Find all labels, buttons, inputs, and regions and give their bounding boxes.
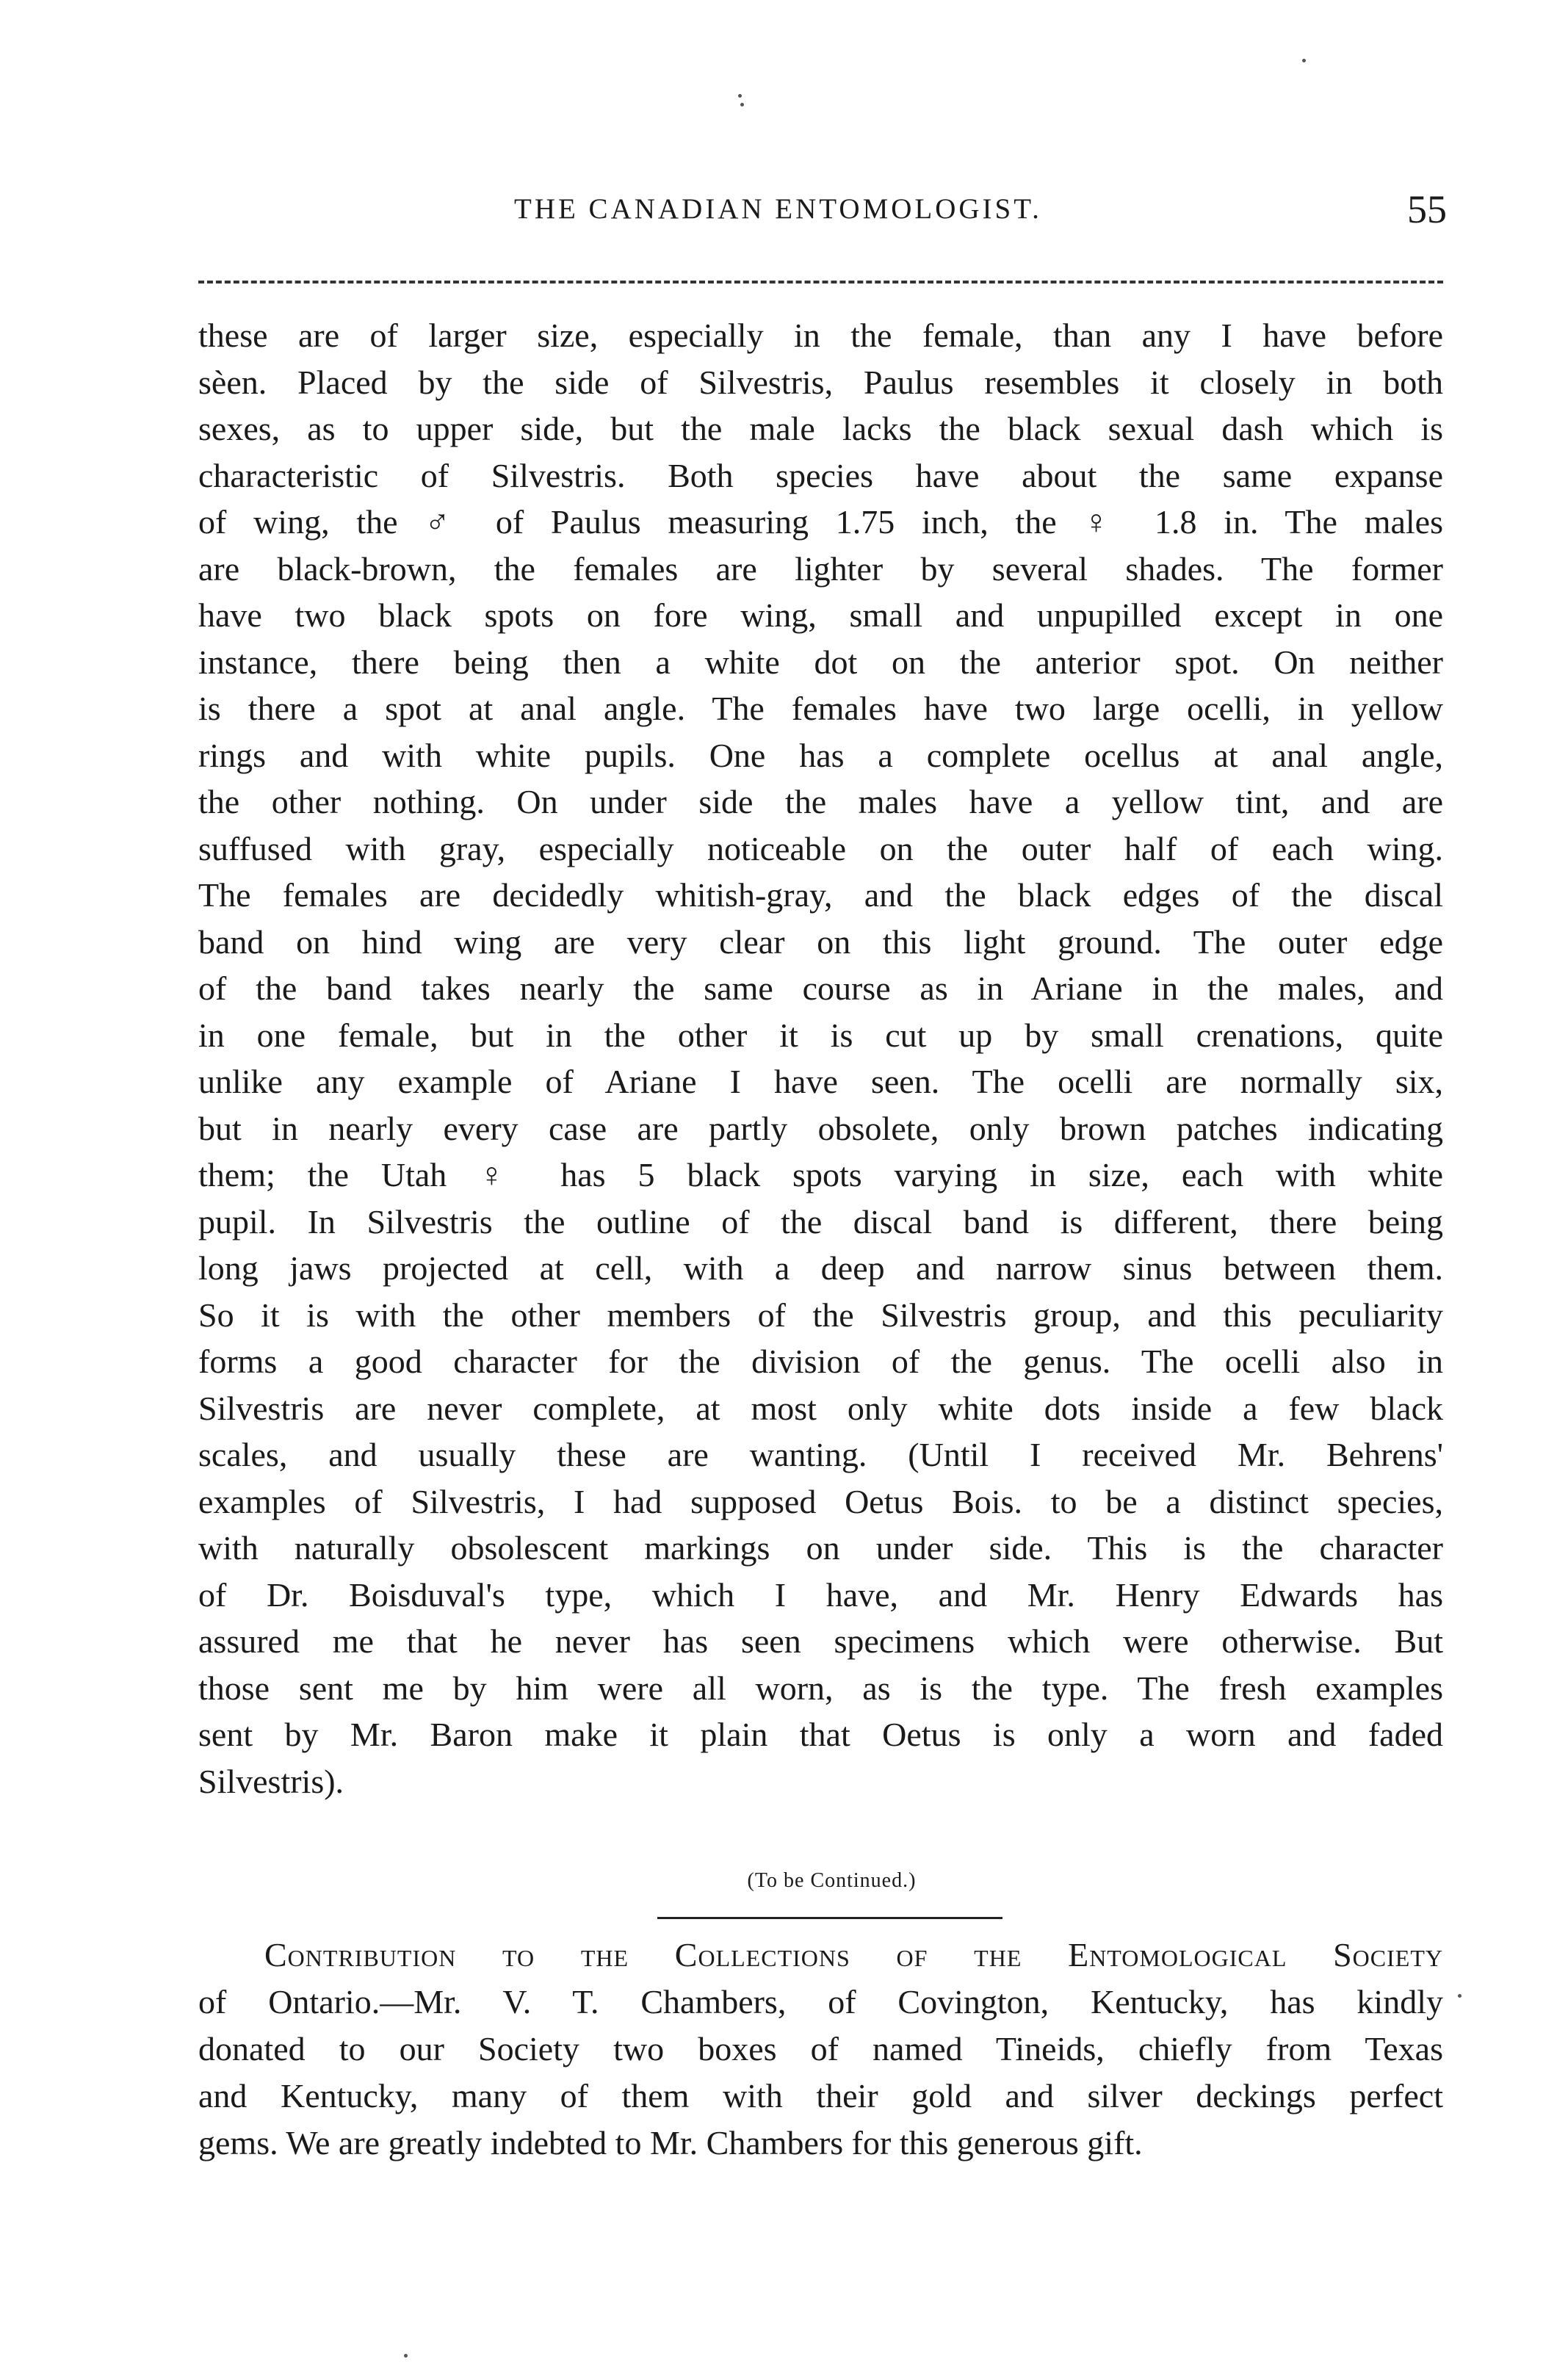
contribution-line: donated to our Society two boxes of named Tineids, chiefly from Texas (198, 2030, 1443, 2067)
body-line: rings and with white pupils. One has a complete ocellus at anal angle, (198, 736, 1443, 774)
header-rule (198, 281, 1443, 283)
body-line: of the band takes nearly the same course as in Ariane in the males, and (198, 969, 1443, 1007)
print-speck (1302, 59, 1306, 62)
continued-note (0, 1869, 1568, 1893)
contribution-line (198, 1932, 1443, 1979)
body-line: sèen. Placed by the side of Silvestris, Paulus resembles it closely in both (198, 363, 1443, 401)
article-body (198, 312, 1443, 1805)
running-title: THE CANADIAN ENTOMOLOGIST. (514, 193, 1042, 225)
body-line: characteristic of Silvestris. Both species have about the same expanse (198, 456, 1443, 494)
body-line: assured me that he never has seen specimens which were otherwise. But (198, 1622, 1443, 1660)
body-line: instance, there being then a white dot on the anterior spot. On neither (198, 643, 1443, 681)
body-line: these are of larger size, especially in the female, than any I have before (198, 317, 1443, 354)
print-speck (738, 94, 742, 98)
body-line: scales, and usually these are wanting. (Until I received Mr. Behrens' (198, 1436, 1443, 1473)
body-line: in one female, but in the other it is cut up by small crenations, quite (198, 1016, 1443, 1054)
body-line: but in nearly every case are partly obsolete, only brown patches indicating (198, 1109, 1443, 1147)
contribution-line: and Kentucky, many of them with their gold and silver deckings perfect (198, 2077, 1443, 2114)
body-line: sent by Mr. Baron make it plain that Oetus is only a worn and faded (198, 1716, 1443, 1753)
body-line: long jaws projected at cell, with a deep and narrow sinus between them. (198, 1249, 1443, 1287)
contribution-line: of Ontario.—Mr. V. T. Chambers, of Covington, Kentucky, has kindly (198, 1983, 1443, 2020)
body-line: band on hind wing are very clear on this light ground. The outer edge (198, 922, 1443, 961)
body-line: those sent me by him were all worn, as is the type. The fresh examples (198, 1669, 1443, 1707)
body-line: is there a spot at anal angle. The females have two large ocelli, in yellow (198, 690, 1443, 727)
body-line: sexes, as to upper side, but the male lacks the black sexual dash which is (198, 410, 1443, 447)
contribution-line: gems. We are greatly indebted to Mr. Chambers for this generous gift. (198, 2124, 1143, 2161)
body-line: are black-brown, the females are lighter by several shades. The former (198, 549, 1443, 588)
continued-note-text: (To be Continued.) (747, 1869, 917, 1892)
body-line: So it is with the other members of the Silvestris group, and this peculiarity (198, 1296, 1443, 1334)
contribution-heading: Contribution to the Collections of the Entomological Society (264, 1936, 1443, 1973)
body-line: examples of Silvestris, I had supposed Oetus Bois. to be a distinct species, (198, 1482, 1443, 1520)
body-line: have two black spots on fore wing, small and unpupilled except in one (198, 596, 1443, 634)
body-line: forms a good character for the division of the genus. The ocelli also in (198, 1343, 1443, 1380)
body-line: unlike any example of Ariane I have seen. The ocelli are normally six, (198, 1063, 1443, 1100)
body-line: suffused with gray, especially noticeable on the outer half of each wing. (198, 829, 1443, 867)
body-line: the other nothing. On under side the males have a yellow tint, and are (198, 783, 1443, 820)
body-line: them; the Utah ♀ has 5 black spots varying in size, each with white (198, 1156, 1443, 1193)
body-line: with naturally obsolescent markings on under side. This is the character (198, 1529, 1443, 1567)
section-rule (657, 1917, 1002, 1919)
print-speck (1458, 1994, 1462, 1998)
body-line: of Dr. Boisduval's type, which I have, and Mr. Henry Edwards has (198, 1575, 1443, 1614)
contribution-notice (198, 1932, 1443, 2167)
print-speck (740, 103, 744, 106)
body-line: pupil. In Silvestris the outline of the discal band is different, there being (198, 1202, 1443, 1240)
body-line: of wing, the ♂ of Paulus measuring 1.75 inch, the ♀ 1.8 in. The males (198, 503, 1443, 541)
page-number: 55 (1407, 187, 1447, 231)
print-speck (404, 2354, 408, 2358)
page-header (198, 187, 1447, 244)
body-line: The females are decidedly whitish-gray, and the black edges of the discal (198, 876, 1443, 914)
body-line: Silvestris are never complete, at most only white dots inside a few black (198, 1389, 1443, 1427)
body-line: Silvestris). (198, 1762, 344, 1800)
